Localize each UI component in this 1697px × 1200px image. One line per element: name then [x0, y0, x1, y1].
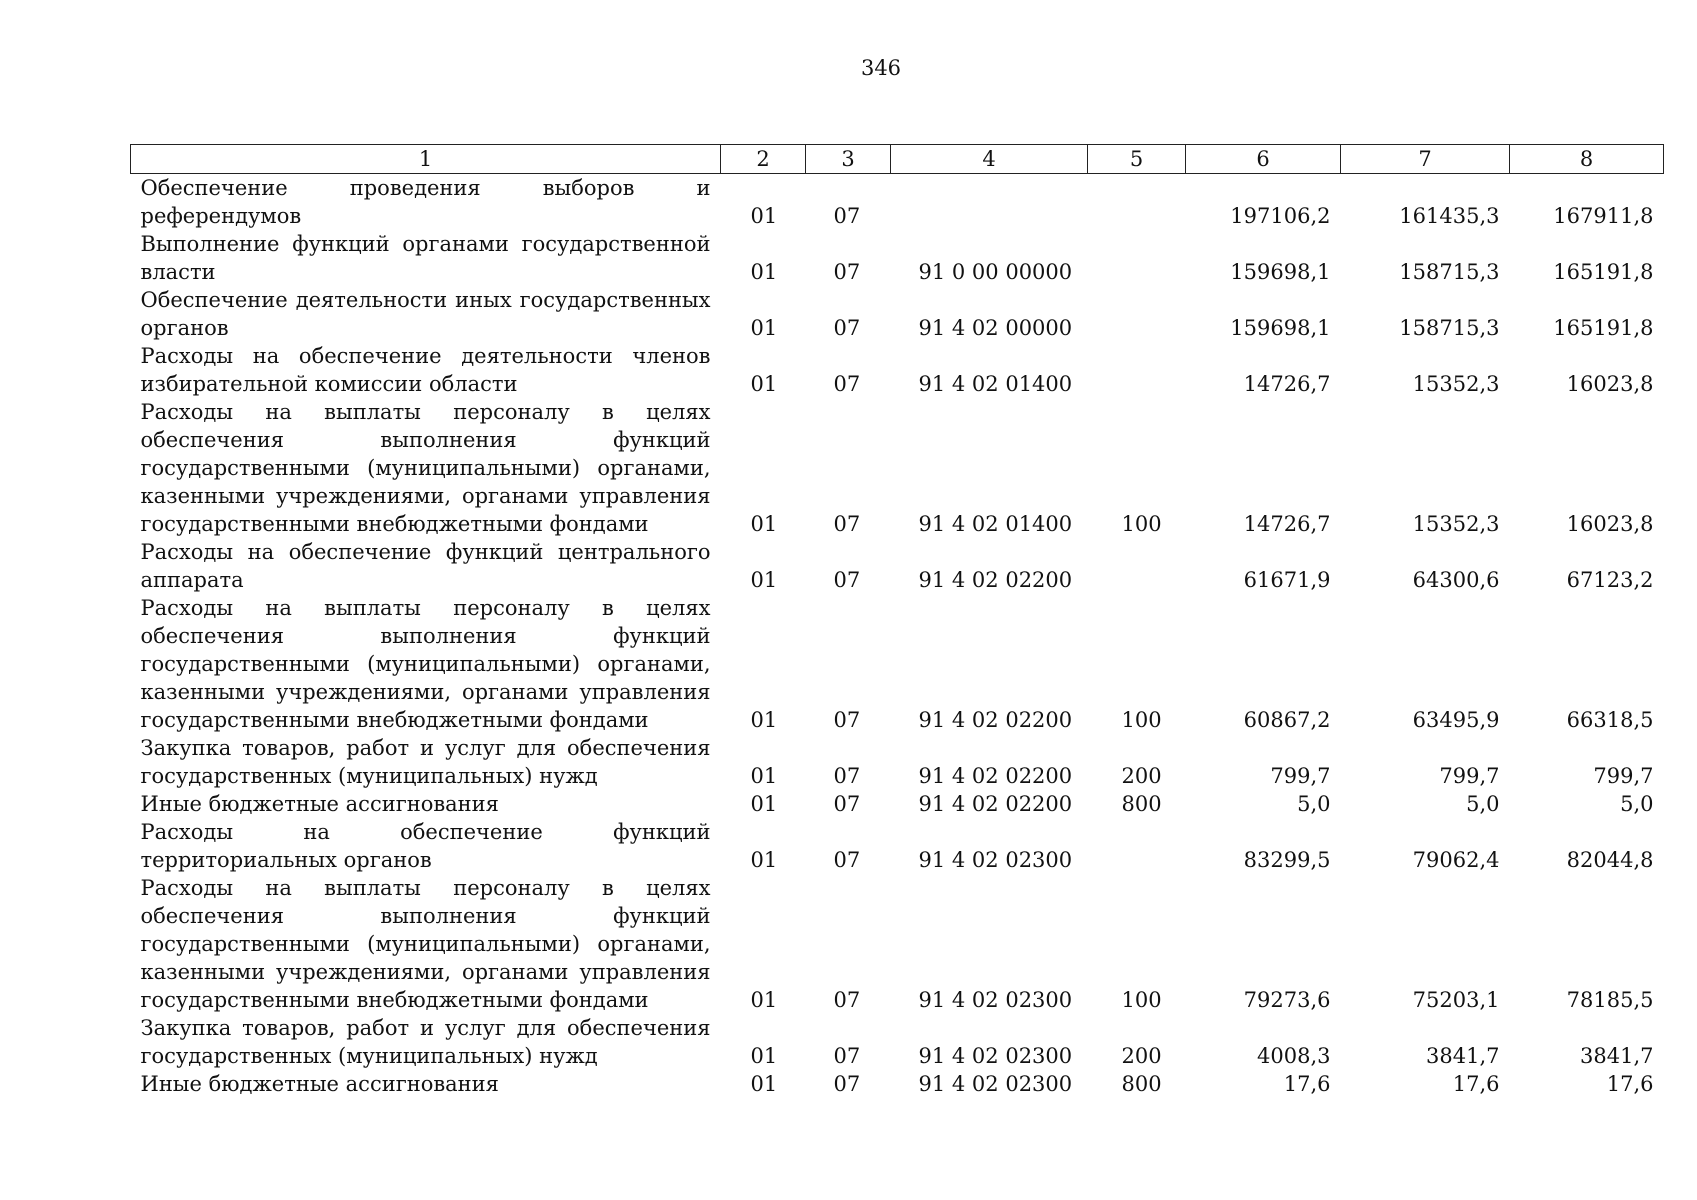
row-subsection: 07	[833, 204, 861, 228]
row-name: Расходы на выплаты персоналу в целях обеспечения выполнения функций государственными (муниципальными) органами, казенными учреждениями, органами управления государственными внебюджетными фондами	[140, 596, 711, 732]
row-section: 01	[750, 792, 778, 816]
row-value-col6: 14726,7	[1243, 372, 1331, 396]
row-value-col8: 799,7	[1593, 764, 1654, 788]
row-expense-type: 800	[1121, 792, 1162, 816]
header-col-4: 4	[891, 145, 1088, 174]
table-row	[131, 286, 1664, 342]
row-target-article: 91 4 02 02300	[918, 1044, 1073, 1068]
row-value-col6: 14726,7	[1243, 512, 1331, 536]
header-col-1: 1	[131, 145, 721, 174]
row-section: 01	[750, 988, 778, 1012]
row-value-col6: 17,6	[1283, 1072, 1331, 1096]
row-target-article: 91 4 02 02300	[918, 988, 1073, 1012]
row-value-col7: 161435,3	[1399, 204, 1500, 228]
row-value-col6: 79273,6	[1243, 988, 1331, 1012]
row-value-col8: 82044,8	[1566, 848, 1654, 872]
row-target-article: 91 4 02 01400	[918, 512, 1073, 536]
row-expense-type: 100	[1121, 988, 1162, 1012]
row-expense-type	[1088, 174, 1186, 231]
row-value-col6: 197106,2	[1230, 204, 1331, 228]
row-subsection: 07	[833, 512, 861, 536]
budget-table	[130, 144, 1664, 1098]
table-row	[131, 818, 1664, 874]
row-value-col8: 16023,8	[1566, 512, 1654, 536]
row-name: Выполнение функций органами государственной власти	[140, 232, 711, 284]
row-value-col7: 5,0	[1466, 792, 1500, 816]
row-name: Расходы на выплаты персоналу в целях обеспечения выполнения функций государственными (муниципальными) органами, казенными учреждениями, органами управления государственными внебюджетными фондами	[140, 400, 711, 536]
row-value-col8: 16023,8	[1566, 372, 1654, 396]
table-row	[131, 174, 1664, 231]
row-subsection: 07	[833, 568, 861, 592]
row-section: 01	[750, 708, 778, 732]
row-value-col6: 799,7	[1270, 764, 1331, 788]
header-col-3: 3	[806, 145, 891, 174]
row-subsection: 07	[833, 260, 861, 284]
row-target-article: 91 4 02 02300	[918, 848, 1073, 872]
header-col-5: 5	[1088, 145, 1186, 174]
row-expense-type	[1088, 818, 1186, 874]
table-row	[131, 790, 1664, 818]
row-value-col7: 799,7	[1439, 764, 1500, 788]
row-expense-type: 100	[1121, 512, 1162, 536]
row-value-col6: 5,0	[1297, 792, 1331, 816]
row-value-col8: 67123,2	[1566, 568, 1654, 592]
row-value-col7: 15352,3	[1412, 512, 1500, 536]
header-col-7: 7	[1341, 145, 1510, 174]
row-expense-type	[1088, 538, 1186, 594]
row-value-col8: 66318,5	[1566, 708, 1654, 732]
row-target-article: 91 0 00 00000	[918, 260, 1073, 284]
row-expense-type: 200	[1121, 1044, 1162, 1068]
header-row	[131, 145, 1664, 174]
row-section: 01	[750, 204, 778, 228]
row-target-article	[891, 174, 1088, 231]
row-value-col7: 64300,6	[1412, 568, 1500, 592]
row-subsection: 07	[833, 1044, 861, 1068]
row-section: 01	[750, 372, 778, 396]
row-subsection: 07	[833, 708, 861, 732]
table-body	[131, 174, 1664, 1099]
row-name: Расходы на обеспечение функций территориальных органов	[140, 820, 711, 872]
row-section: 01	[750, 316, 778, 340]
row-value-col6: 159698,1	[1230, 316, 1331, 340]
row-section: 01	[750, 568, 778, 592]
row-target-article: 91 4 02 02200	[918, 708, 1073, 732]
row-subsection: 07	[833, 792, 861, 816]
row-value-col7: 75203,1	[1412, 988, 1500, 1012]
row-value-col7: 3841,7	[1426, 1044, 1500, 1068]
table-header	[131, 145, 1664, 174]
row-value-col7: 17,6	[1452, 1072, 1500, 1096]
row-target-article: 91 4 02 02200	[918, 792, 1073, 816]
table-row	[131, 874, 1664, 1014]
row-section: 01	[750, 260, 778, 284]
row-section: 01	[750, 512, 778, 536]
row-value-col8: 5,0	[1620, 792, 1654, 816]
row-value-col7: 63495,9	[1412, 708, 1500, 732]
row-target-article: 91 4 02 02300	[918, 1072, 1073, 1096]
row-name: Обеспечение деятельности иных государственных органов	[140, 288, 711, 340]
table-row	[131, 734, 1664, 790]
row-section: 01	[750, 764, 778, 788]
row-section: 01	[750, 1044, 778, 1068]
row-subsection: 07	[833, 316, 861, 340]
row-target-article: 91 4 02 02200	[918, 764, 1073, 788]
row-name: Иные бюджетные ассигнования	[140, 1072, 499, 1096]
row-value-col8: 165191,8	[1553, 316, 1654, 340]
row-name: Закупка товаров, работ и услуг для обеспечения государственных (муниципальных) нужд	[140, 1016, 711, 1068]
row-value-col6: 60867,2	[1243, 708, 1331, 732]
row-value-col7: 158715,3	[1399, 260, 1500, 284]
row-name: Обеспечение проведения выборов и референдумов	[140, 176, 711, 228]
row-subsection: 07	[833, 372, 861, 396]
row-value-col6: 159698,1	[1230, 260, 1331, 284]
row-name: Закупка товаров, работ и услуг для обеспечения государственных (муниципальных) нужд	[140, 736, 711, 788]
row-value-col8: 78185,5	[1566, 988, 1654, 1012]
row-value-col8: 3841,7	[1580, 1044, 1654, 1068]
header-col-8: 8	[1510, 145, 1664, 174]
row-expense-type: 200	[1121, 764, 1162, 788]
table-row	[131, 1070, 1664, 1098]
table-row	[131, 1014, 1664, 1070]
row-subsection: 07	[833, 764, 861, 788]
row-value-col7: 15352,3	[1412, 372, 1500, 396]
row-value-col6: 4008,3	[1257, 1044, 1331, 1068]
row-name: Иные бюджетные ассигнования	[140, 792, 499, 816]
row-subsection: 07	[833, 848, 861, 872]
row-value-col8: 165191,8	[1553, 260, 1654, 284]
row-target-article: 91 4 02 01400	[918, 372, 1073, 396]
table-row	[131, 398, 1664, 538]
row-section: 01	[750, 1072, 778, 1096]
row-expense-type: 800	[1121, 1072, 1162, 1096]
table-row	[131, 594, 1664, 734]
row-value-col7: 158715,3	[1399, 316, 1500, 340]
page-number: 346	[860, 56, 902, 80]
row-name: Расходы на обеспечение деятельности членов избирательной комиссии области	[140, 344, 711, 396]
header-col-6: 6	[1186, 145, 1341, 174]
row-expense-type	[1088, 286, 1186, 342]
row-subsection: 07	[833, 1072, 861, 1096]
row-value-col6: 83299,5	[1243, 848, 1331, 872]
row-name: Расходы на выплаты персоналу в целях обеспечения выполнения функций государственными (муниципальными) органами, казенными учреждениями, органами управления государственными внебюджетными фондами	[140, 876, 711, 1012]
row-expense-type	[1088, 342, 1186, 398]
table-row	[131, 538, 1664, 594]
row-expense-type	[1088, 230, 1186, 286]
row-expense-type: 100	[1121, 708, 1162, 732]
row-target-article: 91 4 02 02200	[918, 568, 1073, 592]
row-target-article: 91 4 02 00000	[918, 316, 1073, 340]
row-value-col6: 61671,9	[1243, 568, 1331, 592]
row-value-col7: 79062,4	[1412, 848, 1500, 872]
row-name: Расходы на обеспечение функций центрального аппарата	[140, 540, 711, 592]
table-row	[131, 342, 1664, 398]
row-value-col8: 17,6	[1606, 1072, 1654, 1096]
row-section: 01	[750, 848, 778, 872]
table-row	[131, 230, 1664, 286]
header-col-2: 2	[721, 145, 806, 174]
row-value-col8: 167911,8	[1553, 204, 1654, 228]
row-subsection: 07	[833, 988, 861, 1012]
